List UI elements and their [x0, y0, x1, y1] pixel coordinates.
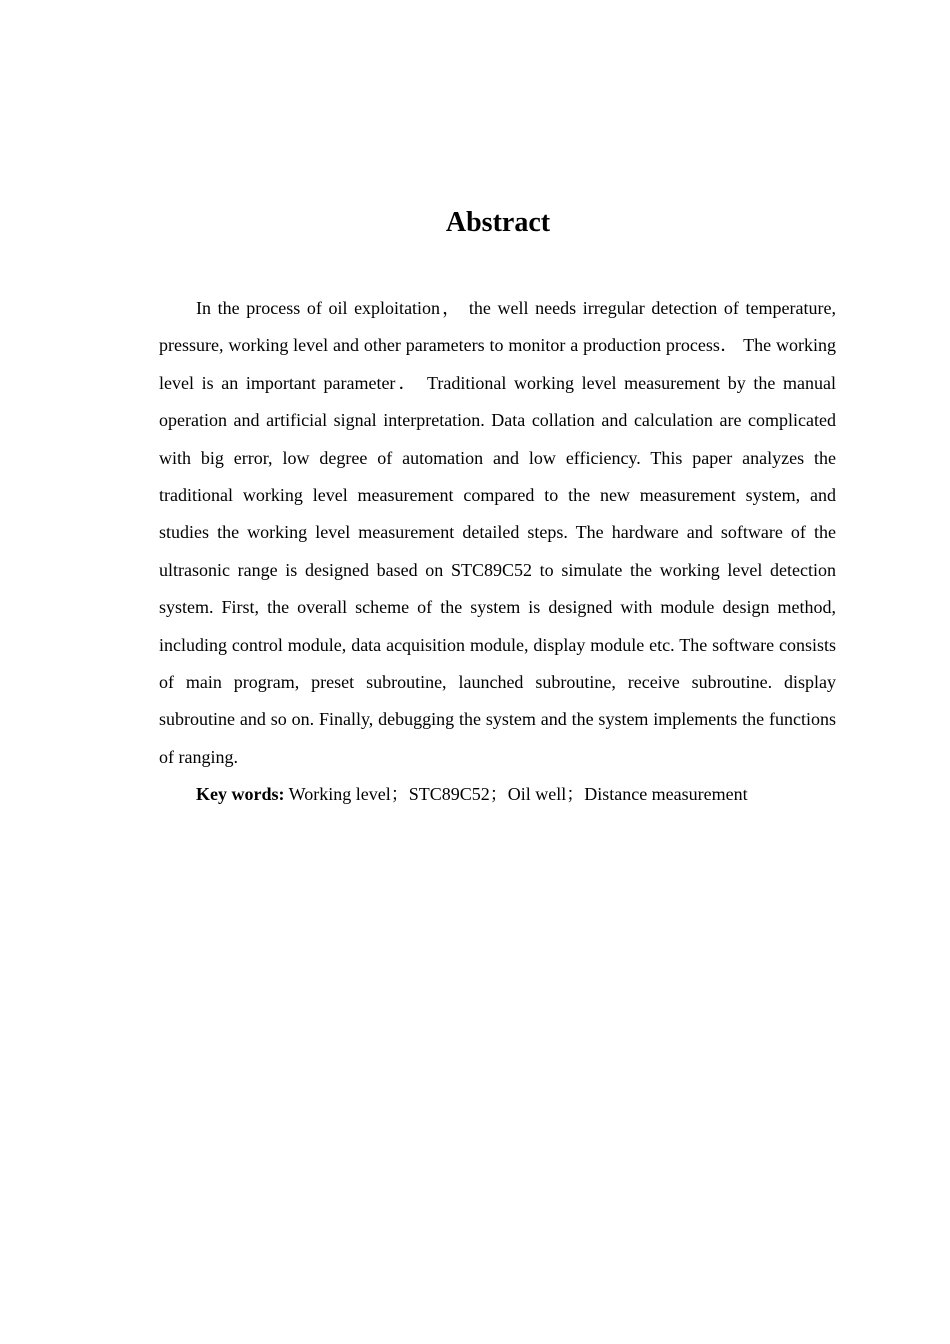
keywords-label: Key words: — [196, 784, 285, 804]
keywords-value: Working level；STC89C52；Oil well；Distance measurement — [284, 784, 748, 804]
keywords-line — [196, 776, 836, 813]
abstract-paragraph: In the process of oil exploitation， the well needs irregular detection of temperature, pressure, working level and other parameters to monitor a production process． The working level is an important parameter． Traditional working level measurement by the manual operation and artificial signal interpretation. Data collation and calculation are complicated with big error, low degree of automation and low efficiency. This paper analyzes the traditional working level measurement compared to the new measurement system, and studies the working level measurement detailed steps. The hardware and software of the ultrasonic range is designed based on STC89C52 to simulate the working level detection system. First, the overall scheme of the system is designed with module design method, including control module, data acquisition module, display module etc. The software consists of main program, preset subroutine, launched subroutine, receive subroutine. display subroutine and so on. Finally, debugging the system and the system implements the functions of ranging. — [159, 298, 836, 767]
page-title: Abstract — [445, 207, 551, 238]
